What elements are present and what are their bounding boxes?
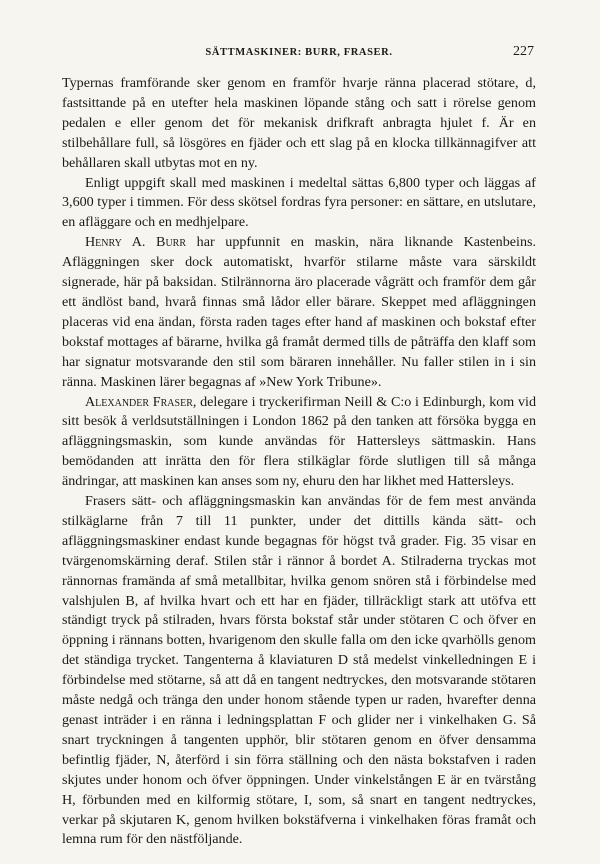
paragraph-4-lead-name: Alexander Fraser: [85, 393, 193, 410]
body-text: [62, 74, 536, 850]
paragraph-3: [62, 233, 536, 392]
paragraph-3-text: har uppfunnit en maskin, nära liknande Kastenbeins. Afläggningen sker dock automatiskt, hvarför stilarne måste vara särskildt signerade, här på baksidan. Stilrännorna äro placerade vågrätt och framför dem går ett ändlöst band, hvarå finnas små lådor eller bärare. Skeppet med afläggningen placeras vid ena ändan, första raden tages efter hand af maskinen och bokstaf efter bokstaf mottages af bärarne, hvilka gå framåt dermed tills de påträffa den klaff som har signatur motsvarande den stil som bäraren innehåller. Nu faller stilen in i sin ränna. Maskinen lärer begagnas af »New York Tribune».: [62, 234, 536, 390]
paragraph-4-text: , delegare i tryckerifirman Neill & C:o i Edinburgh, kom vid sitt besök å verldsutställningen i London 1862 på den tanken att försöka bygga en afläggningsmaskin, som kunde användas för Hattersleys sättmaskin. Hans bemödanden att inrätta den för flera stilkäglar förde slutligen till så många ändringar, att maskinen kan anses som ny, ehuru den har likhet med Hattersleys.: [62, 393, 537, 490]
page-number: 227: [513, 44, 534, 59]
paragraph-2: [62, 174, 536, 234]
paragraph-5-text: Frasers sätt- och afläggningsmaskin kan användas för de fem mest använda stilkäglarne från 7 till 11 punkter, under det dittills kända sätt- och afläggningsmaskiner endast kunde begagnas för högst två grader. Fig. 35 visar en tvärgenomskärning deraf. Stilen står i rännor å bordet A. Stilraderna tryckas mot rännornas framända af små metallbitar, hvilka genom snören stå i förbindelse med valshjulen B, af hvilka hvart och ett har en fjäder, tillräckligt stark att utöfva ett ständigt tryck på stilraden, hvars första bokstaf står under stötaren C och öfver en öppning i rännans botten, hvarigenom den skulle falla om den icke qvarhölls genom det ständiga trycket. Tangenterna å klaviaturen D stå medelst vinkelledningen E i förbindelse med stötarne, så att då en tangent nedtryckes, den motsvarande stötaren måste nedgå och tränga den under honom stående typen ur raden, hvarefter denna genast inträder i en ränna i ledningsplattan F och glider ner i vinkelhaken G. Så snart tryckningen å tangenten upphör, blir stötaren genom en öfver densamma befintlig fjäder, N, återförd i sin förra ställning och den nästa bokstafven i raden skjutes under honom och öfver öppningen. Under vinkelstången E är en tvärstång H, förbunden med en kilformig stötare, I, som, så snart en tangent nedtryckes, verkar på skjutaren K, genom hvilken bokstäfverna i vinkelhaken föras framåt och lemna rum för den nästföljande.: [62, 493, 536, 848]
running-head-title: SÄTTMASKINER: BURR, FRASER.: [205, 47, 393, 58]
paragraph-3-lead-name: Henry A. Burr: [85, 234, 187, 251]
paragraph-1-text: Typernas framförande sker genom en framför hvarje ränna placerad stötare, d, fastsittande på en utefter hela maskinen löpande stång och satt i rörelse genom pedalen e eller genom det för mekanisk drifkraft anbragta hjulet f. Är en stilbehållare full, så lösgöres en fjäder och ett slag på en klocka tillkännagifver att behållaren skall utbytas mot en ny.: [62, 75, 536, 171]
paragraph-4: [62, 393, 536, 493]
running-head: [62, 44, 536, 66]
paragraph-5: [62, 492, 536, 850]
paragraph-2-text: Enligt uppgift skall med maskinen i medeltal sättas 6,800 typer och läggas af 3,600 typer i timmen. För dess skötsel fordras fyra personer: en sättare, en utslutare, en afläggare och en medhjelpare.: [62, 174, 536, 231]
paragraph-1: [62, 74, 536, 174]
